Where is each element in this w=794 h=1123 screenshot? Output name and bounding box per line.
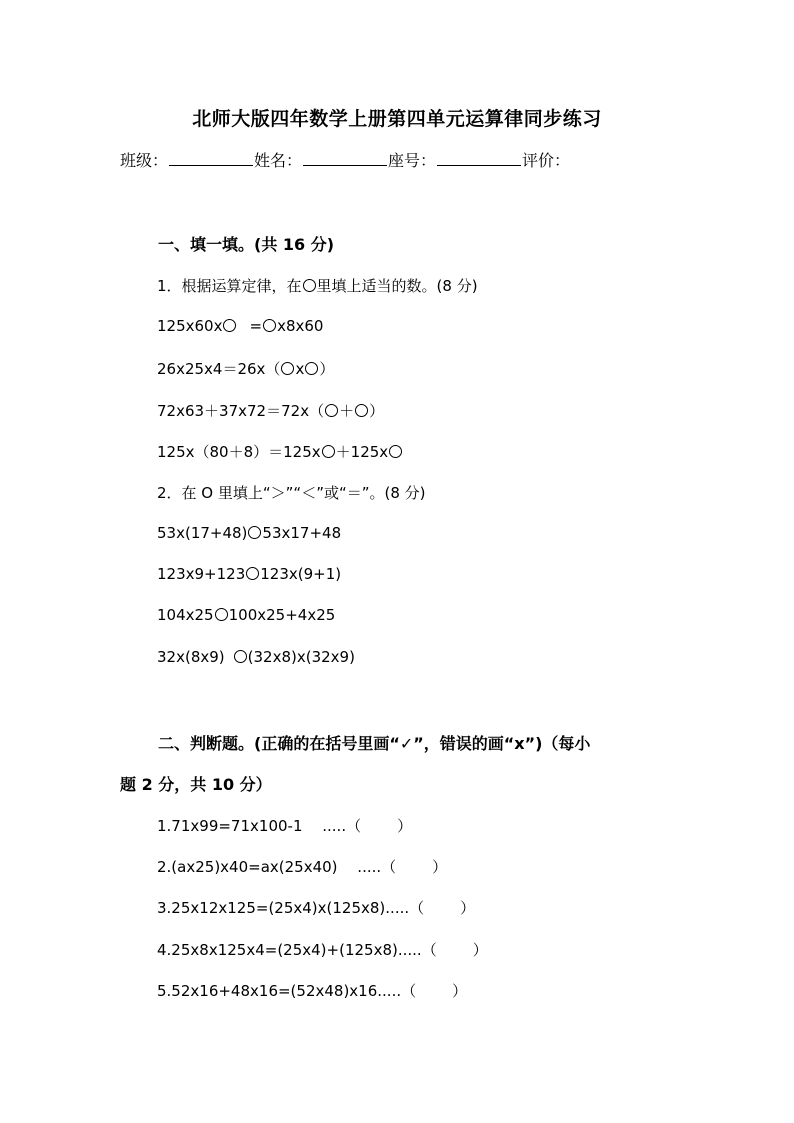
student-info-line (120, 148, 570, 171)
judge-close: ） (452, 982, 468, 1000)
expr-part: = (249, 317, 263, 335)
q1-line-1 (157, 317, 323, 335)
judge-item-5 (157, 980, 467, 1001)
expr-left: 123x9+123 (157, 565, 246, 583)
expr-part: ＋125x (335, 443, 389, 461)
circle-blank-icon (234, 650, 247, 663)
judge-item-4 (157, 939, 488, 960)
expr-left: 53x(17+48) (157, 524, 248, 542)
expr-part: ） (319, 360, 335, 378)
seat-blank (437, 151, 521, 166)
class-label: 班级： (120, 151, 169, 170)
section1-heading: 一、填一填。(共 16 分) (158, 235, 335, 254)
name-blank (303, 151, 387, 166)
judge-close: ） (397, 817, 413, 835)
judge-text: 1.71x99=71x100-1 .....（ (157, 817, 362, 835)
judge-close: ） (472, 941, 488, 959)
expr-part: 125x（80＋8）＝125x (157, 443, 321, 461)
expr-left: 32x(8x9) (157, 648, 225, 666)
judge-item-2 (157, 856, 447, 877)
page-title: 北师大版四年数学上册第四单元运算律同步练习 (192, 108, 602, 130)
class-blank (169, 151, 253, 166)
expr-part: 72x63＋37x72＝72x（ (157, 402, 325, 420)
q1-intro-text-a: 1．根据运算定律，在 (157, 277, 302, 295)
expr-part: x8x60 (277, 317, 324, 335)
expr-part: 125x60x (157, 317, 223, 335)
section2-heading-line1: 二、判断题。(正确的在括号里画“✓”，错误的画“x”)（每小 (158, 734, 591, 753)
expr-part: 26x25x4＝26x（ (157, 360, 281, 378)
expr-part: x (295, 360, 305, 378)
circle-blank-icon (263, 319, 276, 332)
judge-item-1 (157, 815, 412, 836)
judge-item-3 (157, 897, 475, 918)
expr-right: 100x25+4x25 (228, 606, 336, 624)
circle-blank-icon (215, 608, 228, 621)
circle-blank-icon (223, 319, 236, 332)
q1-line-2 (157, 358, 334, 379)
judge-close: ） (460, 899, 476, 917)
expr-left: 104x25 (157, 606, 214, 624)
expr-right: (32x8)x(32x9) (247, 648, 355, 666)
circle-blank-icon (305, 362, 318, 375)
seat-label: 座号： (388, 151, 437, 170)
judge-text: 2.(ax25)x40=ax(25x40) .....（ (157, 858, 397, 876)
expr-right: 123x(9+1) (260, 565, 342, 583)
circle-blank-icon (246, 567, 259, 580)
q1-line-3: 72x63＋37x72＝72x（ ＋ ） (157, 402, 385, 420)
q2-line-3 (157, 606, 335, 624)
circle-blank-icon (325, 404, 338, 417)
q2-line-2 (157, 565, 341, 583)
circle-blank-icon (303, 279, 316, 292)
judge-text: 5.52x16+48x16=(52x48)x16.....（ (157, 982, 417, 1000)
q2-line-1 (157, 524, 341, 542)
q1-line-4 (157, 441, 403, 462)
circle-blank-icon (281, 362, 294, 375)
name-label: 姓名： (254, 151, 303, 170)
circle-blank-icon (248, 526, 261, 539)
circle-blank-icon (355, 404, 368, 417)
expr-right: 53x17+48 (262, 524, 342, 542)
q1-intro-text-b: 里填上适当的数。(8 分) (316, 277, 478, 295)
judge-close: ） (432, 858, 448, 876)
judge-text: 3.25x12x125=(25x4)x(125x8).....（ (157, 899, 425, 917)
grade-label: 评价： (522, 151, 571, 170)
section2-heading-line2: 题 2 分，共 10 分） (120, 775, 272, 794)
q2-intro: 2．在 O 里填上“＞”“＜”或“＝”。(8 分) (157, 484, 426, 502)
circle-blank-icon (322, 445, 335, 458)
q2-line-4 (157, 648, 355, 666)
expr-part: ＋ (339, 402, 355, 420)
circle-blank-icon (389, 445, 402, 458)
judge-text: 4.25x8x125x4=(25x4)+(125x8).....（ (157, 941, 437, 959)
q1-intro (157, 275, 478, 296)
